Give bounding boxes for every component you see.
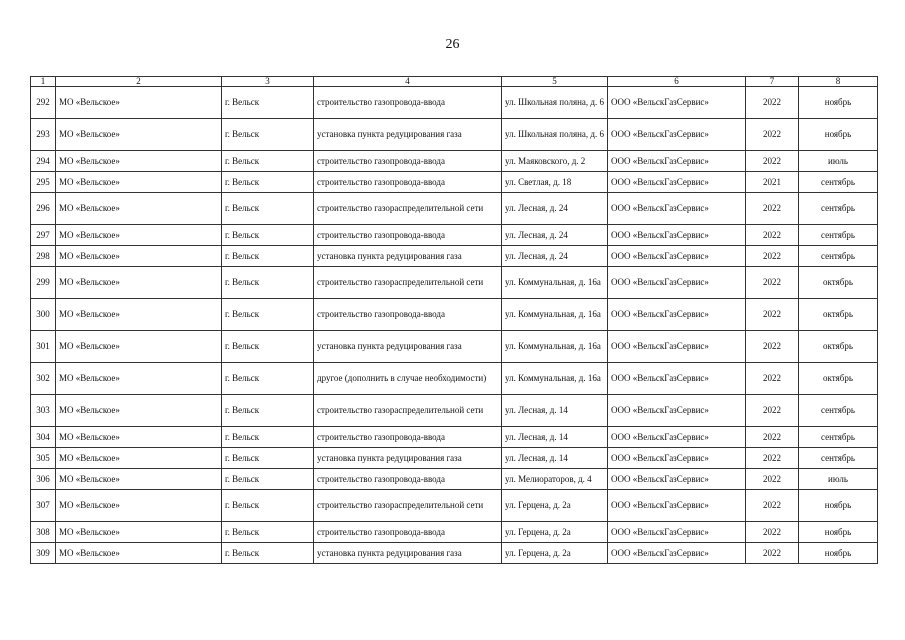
settlement-cell: г. Вельск	[222, 225, 314, 246]
contractor-cell: ООО «ВельскГазСервис»	[608, 427, 746, 448]
municipality-cell: МО «Вельское»	[56, 151, 222, 172]
work-type-cell: строительство газопровода-ввода	[314, 522, 502, 543]
table-row	[31, 395, 878, 427]
row-number-cell: 295	[31, 172, 56, 193]
gas-works-table	[30, 76, 878, 564]
settlement-cell: г. Вельск	[222, 543, 314, 564]
table-row	[31, 331, 878, 363]
settlement-cell: г. Вельск	[222, 469, 314, 490]
address-cell: ул. Коммунальная, д. 16а	[502, 363, 608, 395]
row-number-cell: 306	[31, 469, 56, 490]
address-cell: ул. Коммунальная, д. 16а	[502, 331, 608, 363]
row-number-cell: 296	[31, 193, 56, 225]
contractor-cell: ООО «ВельскГазСервис»	[608, 151, 746, 172]
column-header: 6	[608, 77, 746, 87]
year-cell: 2022	[746, 225, 799, 246]
contractor-cell: ООО «ВельскГазСервис»	[608, 363, 746, 395]
row-number-cell: 307	[31, 490, 56, 522]
month-cell: июль	[799, 151, 878, 172]
year-cell: 2022	[746, 363, 799, 395]
month-cell: октябрь	[799, 299, 878, 331]
settlement-cell: г. Вельск	[222, 87, 314, 119]
table-row	[31, 225, 878, 246]
table-row	[31, 246, 878, 267]
work-type-cell: строительство газораспределительной сети	[314, 193, 502, 225]
work-type-cell: строительство газопровода-ввода	[314, 469, 502, 490]
year-cell: 2022	[746, 87, 799, 119]
year-cell: 2022	[746, 267, 799, 299]
month-cell: июль	[799, 469, 878, 490]
municipality-cell: МО «Вельское»	[56, 172, 222, 193]
contractor-cell: ООО «ВельскГазСервис»	[608, 448, 746, 469]
work-type-cell: строительство газопровода-ввода	[314, 225, 502, 246]
contractor-cell: ООО «ВельскГазСервис»	[608, 193, 746, 225]
contractor-cell: ООО «ВельскГазСервис»	[608, 469, 746, 490]
work-type-cell: строительство газораспределительной сети	[314, 267, 502, 299]
work-type-cell: строительство газопровода-ввода	[314, 87, 502, 119]
month-cell: сентябрь	[799, 225, 878, 246]
table-row	[31, 193, 878, 225]
row-number-cell: 302	[31, 363, 56, 395]
address-cell: ул. Лесная, д. 24	[502, 193, 608, 225]
row-number-cell: 299	[31, 267, 56, 299]
year-cell: 2021	[746, 172, 799, 193]
settlement-cell: г. Вельск	[222, 490, 314, 522]
municipality-cell: МО «Вельское»	[56, 331, 222, 363]
work-type-cell: строительство газопровода-ввода	[314, 151, 502, 172]
address-cell: ул. Мелиораторов, д. 4	[502, 469, 608, 490]
month-cell: сентябрь	[799, 193, 878, 225]
year-cell: 2022	[746, 490, 799, 522]
column-header: 2	[56, 77, 222, 87]
work-type-cell: установка пункта редуцирования газа	[314, 543, 502, 564]
address-cell: ул. Коммунальная, д. 16а	[502, 299, 608, 331]
municipality-cell: МО «Вельское»	[56, 448, 222, 469]
municipality-cell: МО «Вельское»	[56, 119, 222, 151]
table-row	[31, 299, 878, 331]
address-cell: ул. Коммунальная, д. 16а	[502, 267, 608, 299]
work-type-cell: строительство газопровода-ввода	[314, 172, 502, 193]
year-cell: 2022	[746, 543, 799, 564]
table-row	[31, 522, 878, 543]
address-cell: ул. Лесная, д. 14	[502, 427, 608, 448]
municipality-cell: МО «Вельское»	[56, 267, 222, 299]
municipality-cell: МО «Вельское»	[56, 490, 222, 522]
address-cell: ул. Светлая, д. 18	[502, 172, 608, 193]
year-cell: 2022	[746, 151, 799, 172]
work-type-cell: установка пункта редуцирования газа	[314, 448, 502, 469]
table-row	[31, 267, 878, 299]
settlement-cell: г. Вельск	[222, 119, 314, 151]
row-number-cell: 294	[31, 151, 56, 172]
row-number-cell: 303	[31, 395, 56, 427]
contractor-cell: ООО «ВельскГазСервис»	[608, 267, 746, 299]
contractor-cell: ООО «ВельскГазСервис»	[608, 331, 746, 363]
row-number-cell: 298	[31, 246, 56, 267]
address-cell: ул. Герцена, д. 2а	[502, 543, 608, 564]
municipality-cell: МО «Вельское»	[56, 87, 222, 119]
address-cell: ул. Лесная, д. 24	[502, 225, 608, 246]
settlement-cell: г. Вельск	[222, 246, 314, 267]
settlement-cell: г. Вельск	[222, 267, 314, 299]
contractor-cell: ООО «ВельскГазСервис»	[608, 172, 746, 193]
month-cell: ноябрь	[799, 87, 878, 119]
table-row	[31, 172, 878, 193]
month-cell: сентябрь	[799, 448, 878, 469]
month-cell: сентябрь	[799, 427, 878, 448]
table-row	[31, 448, 878, 469]
column-header: 3	[222, 77, 314, 87]
table-row	[31, 119, 878, 151]
address-cell: ул. Школьная поляна, д. 6	[502, 119, 608, 151]
settlement-cell: г. Вельск	[222, 448, 314, 469]
column-number-row	[31, 77, 878, 87]
table-row	[31, 363, 878, 395]
settlement-cell: г. Вельск	[222, 522, 314, 543]
contractor-cell: ООО «ВельскГазСервис»	[608, 299, 746, 331]
table-row	[31, 427, 878, 448]
row-number-cell: 309	[31, 543, 56, 564]
year-cell: 2022	[746, 469, 799, 490]
municipality-cell: МО «Вельское»	[56, 363, 222, 395]
address-cell: ул. Лесная, д. 14	[502, 448, 608, 469]
row-number-cell: 304	[31, 427, 56, 448]
work-type-cell: установка пункта редуцирования газа	[314, 246, 502, 267]
year-cell: 2022	[746, 331, 799, 363]
table-row	[31, 469, 878, 490]
month-cell: ноябрь	[799, 522, 878, 543]
contractor-cell: ООО «ВельскГазСервис»	[608, 490, 746, 522]
year-cell: 2022	[746, 448, 799, 469]
contractor-cell: ООО «ВельскГазСервис»	[608, 87, 746, 119]
work-type-cell: установка пункта редуцирования газа	[314, 119, 502, 151]
municipality-cell: МО «Вельское»	[56, 225, 222, 246]
month-cell: октябрь	[799, 331, 878, 363]
municipality-cell: МО «Вельское»	[56, 469, 222, 490]
table-row	[31, 87, 878, 119]
municipality-cell: МО «Вельское»	[56, 522, 222, 543]
settlement-cell: г. Вельск	[222, 151, 314, 172]
month-cell: сентябрь	[799, 246, 878, 267]
table-row	[31, 543, 878, 564]
municipality-cell: МО «Вельское»	[56, 543, 222, 564]
month-cell: ноябрь	[799, 490, 878, 522]
municipality-cell: МО «Вельское»	[56, 395, 222, 427]
work-type-cell: строительство газопровода-ввода	[314, 299, 502, 331]
month-cell: октябрь	[799, 267, 878, 299]
column-header: 7	[746, 77, 799, 87]
year-cell: 2022	[746, 395, 799, 427]
month-cell: сентябрь	[799, 395, 878, 427]
settlement-cell: г. Вельск	[222, 363, 314, 395]
column-header: 8	[799, 77, 878, 87]
contractor-cell: ООО «ВельскГазСервис»	[608, 395, 746, 427]
settlement-cell: г. Вельск	[222, 395, 314, 427]
work-type-cell: другое (дополнить в случае необходимости)	[314, 363, 502, 395]
address-cell: ул. Лесная, д. 14	[502, 395, 608, 427]
work-type-cell: строительство газопровода-ввода	[314, 427, 502, 448]
column-header: 1	[31, 77, 56, 87]
settlement-cell: г. Вельск	[222, 427, 314, 448]
settlement-cell: г. Вельск	[222, 193, 314, 225]
municipality-cell: МО «Вельское»	[56, 427, 222, 448]
row-number-cell: 301	[31, 331, 56, 363]
year-cell: 2022	[746, 119, 799, 151]
table-row	[31, 490, 878, 522]
year-cell: 2022	[746, 193, 799, 225]
table-row	[31, 151, 878, 172]
row-number-cell: 308	[31, 522, 56, 543]
municipality-cell: МО «Вельское»	[56, 193, 222, 225]
month-cell: сентябрь	[799, 172, 878, 193]
settlement-cell: г. Вельск	[222, 172, 314, 193]
work-type-cell: строительство газораспределительной сети	[314, 395, 502, 427]
municipality-cell: МО «Вельское»	[56, 246, 222, 267]
settlement-cell: г. Вельск	[222, 331, 314, 363]
year-cell: 2022	[746, 299, 799, 331]
municipality-cell: МО «Вельское»	[56, 299, 222, 331]
year-cell: 2022	[746, 246, 799, 267]
year-cell: 2022	[746, 427, 799, 448]
row-number-cell: 292	[31, 87, 56, 119]
month-cell: октябрь	[799, 363, 878, 395]
contractor-cell: ООО «ВельскГазСервис»	[608, 522, 746, 543]
work-type-cell: строительство газораспределительной сети	[314, 490, 502, 522]
page-number: 26	[445, 37, 460, 52]
contractor-cell: ООО «ВельскГазСервис»	[608, 246, 746, 267]
contractor-cell: ООО «ВельскГазСервис»	[608, 119, 746, 151]
row-number-cell: 293	[31, 119, 56, 151]
row-number-cell: 297	[31, 225, 56, 246]
row-number-cell: 300	[31, 299, 56, 331]
address-cell: ул. Лесная, д. 24	[502, 246, 608, 267]
row-number-cell: 305	[31, 448, 56, 469]
contractor-cell: ООО «ВельскГазСервис»	[608, 225, 746, 246]
year-cell: 2022	[746, 522, 799, 543]
settlement-cell: г. Вельск	[222, 299, 314, 331]
column-header: 4	[314, 77, 502, 87]
month-cell: ноябрь	[799, 543, 878, 564]
address-cell: ул. Маяковского, д. 2	[502, 151, 608, 172]
address-cell: ул. Герцена, д. 2а	[502, 490, 608, 522]
address-cell: ул. Школьная поляна, д. 6	[502, 87, 608, 119]
address-cell: ул. Герцена, д. 2а	[502, 522, 608, 543]
column-header: 5	[502, 77, 608, 87]
contractor-cell: ООО «ВельскГазСервис»	[608, 543, 746, 564]
work-type-cell: установка пункта редуцирования газа	[314, 331, 502, 363]
month-cell: ноябрь	[799, 119, 878, 151]
